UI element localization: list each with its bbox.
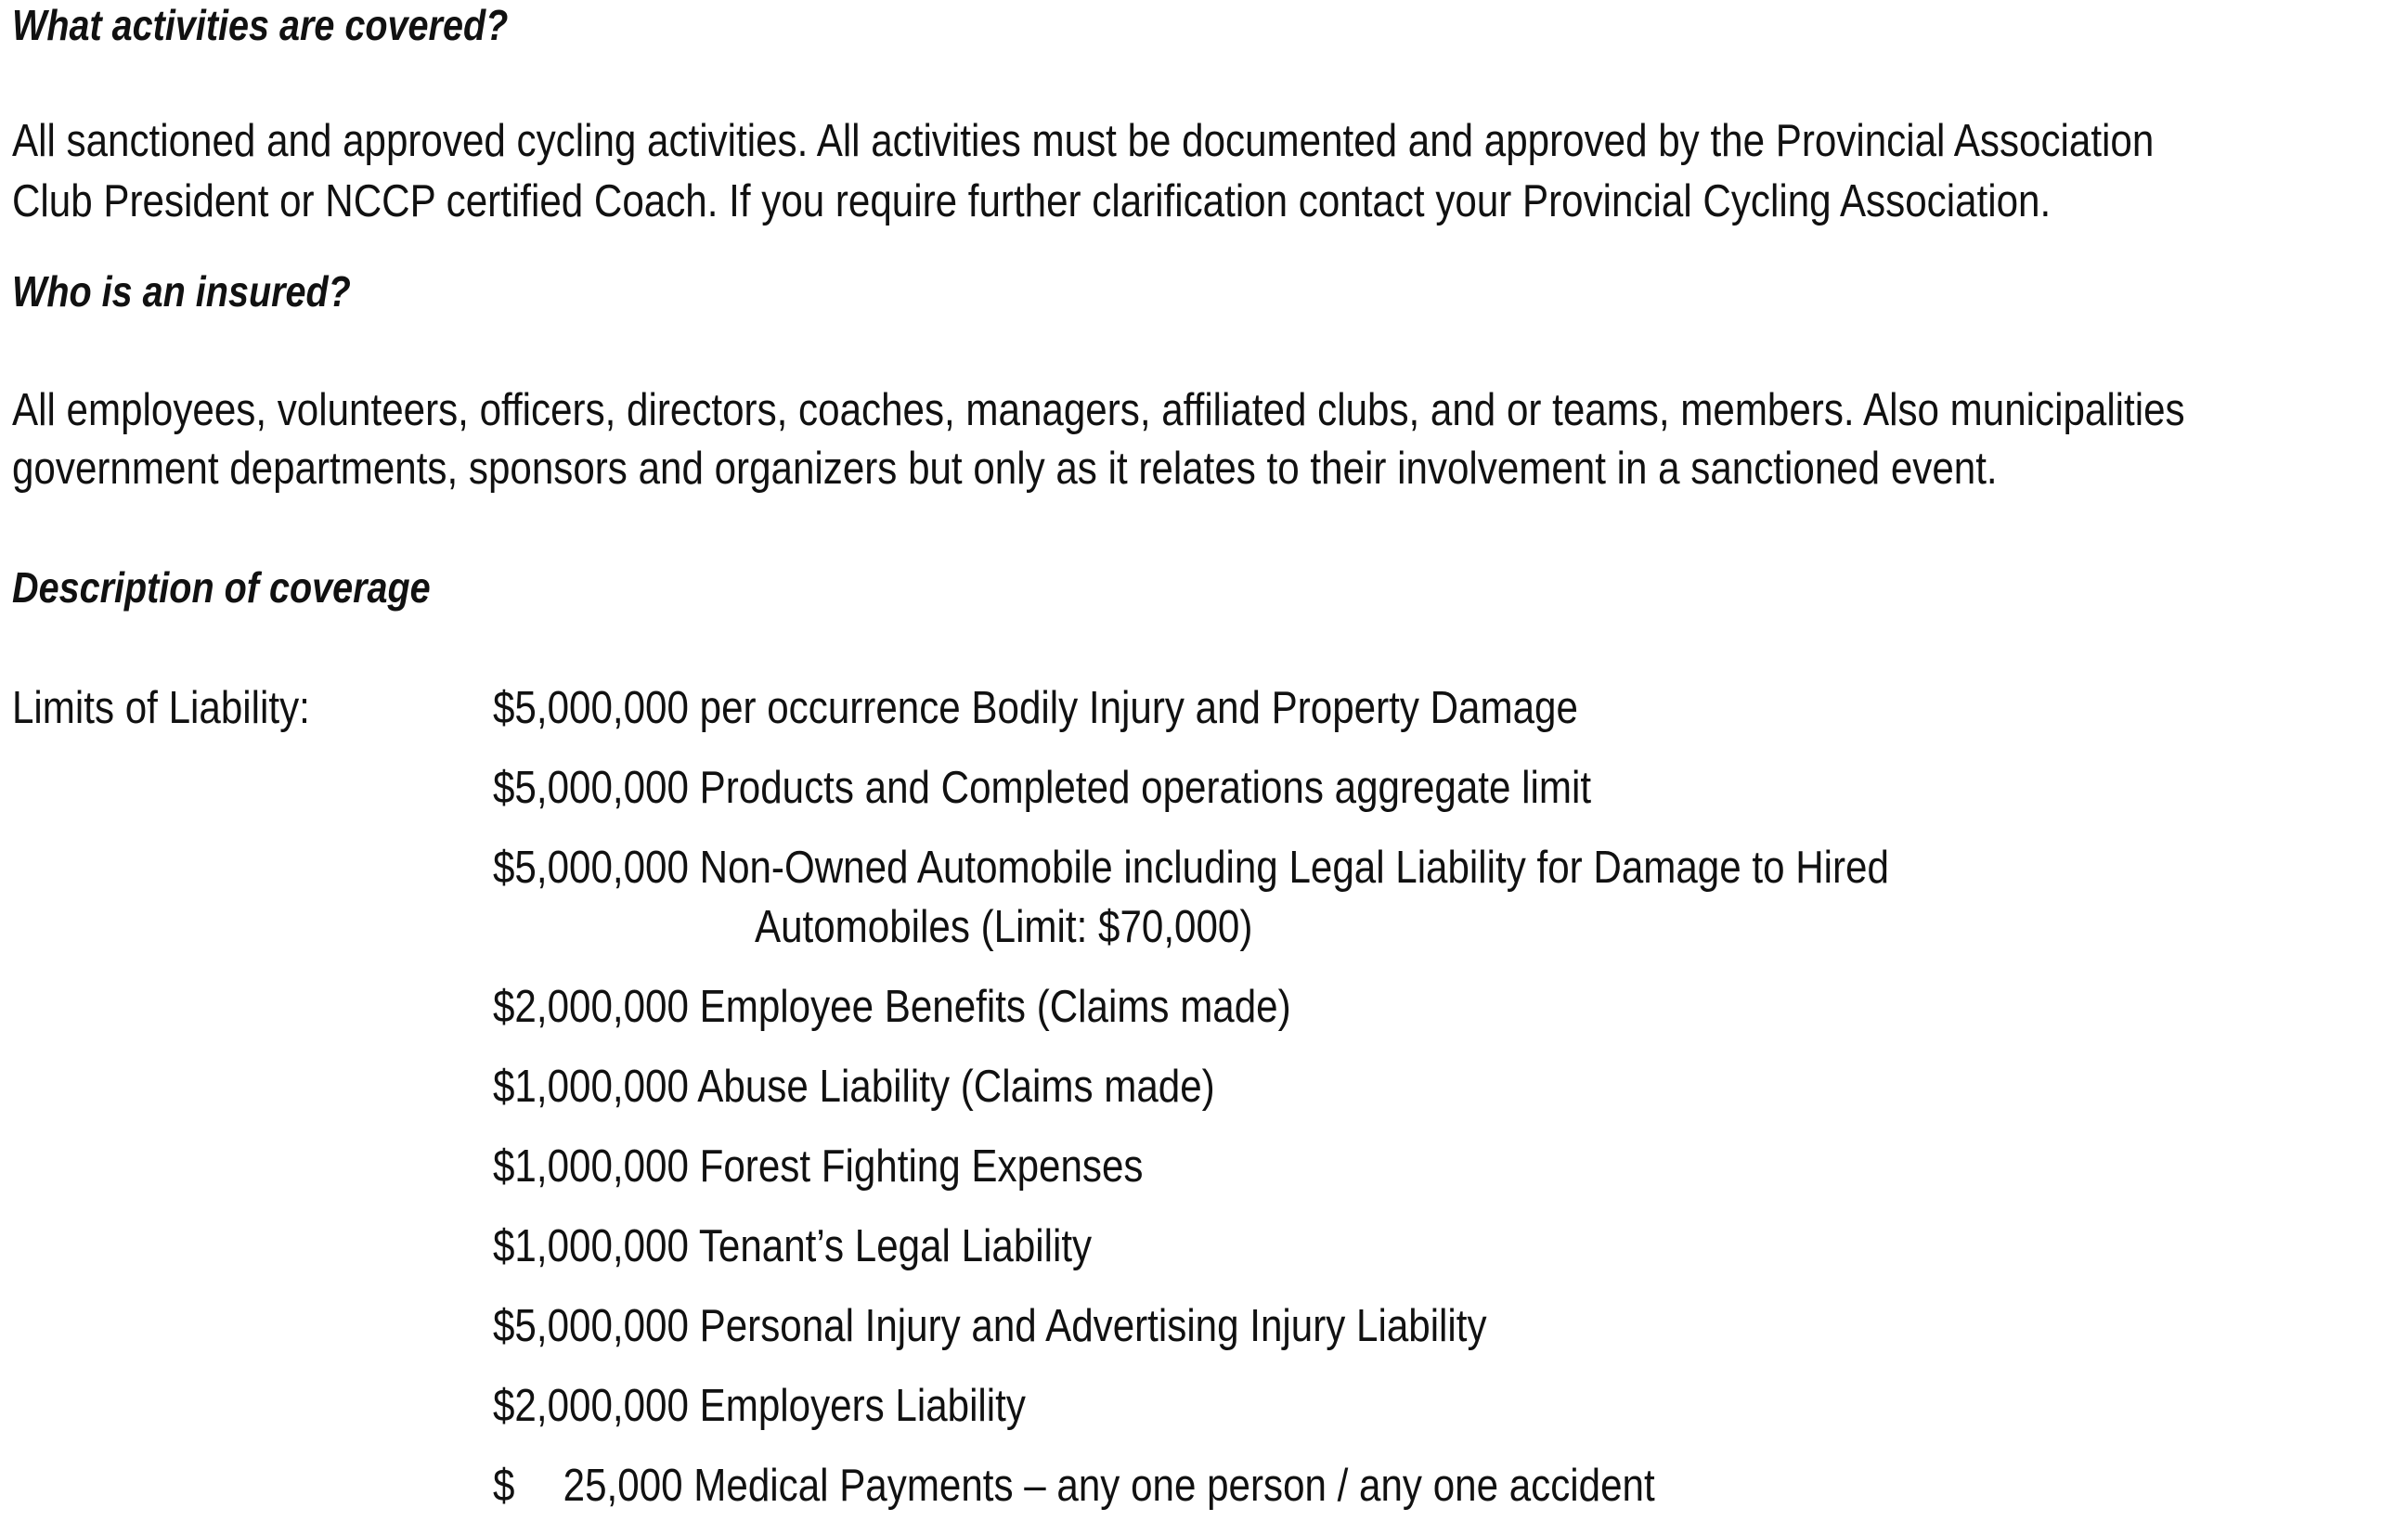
limit-description: Personal Injury and Advertising Injury Liability [699,1301,1487,1351]
activities-text-line-2: Club President or NCCP certified Coach. If you require further clarification contact your Provincial Cycling Association. [12,176,2052,226]
limit-row [493,1060,1215,1114]
limit-description: Non-Owned Automobile including Legal Liability for Damage to Hired [699,843,1889,893]
limit-row [493,1219,1092,1273]
limit-amount: $2,000,000 [493,982,689,1032]
limit-amount-value: 25,000 [563,1461,683,1511]
limit-row [493,980,1291,1034]
limit-amount: $5,000,000 [493,1301,689,1351]
limit-description: Tenant’s Legal Liability [698,1221,1093,1271]
limit-description: Employee Benefits (Claims made) [699,982,1291,1032]
limit-amount: $1,000,000 [493,1062,689,1112]
limit-description: Medical Payments – any one person / any one accident [693,1461,1655,1511]
limit-row [493,841,1889,895]
limit-amount: $5,000,000 [493,683,689,733]
limit-row [493,681,1578,735]
insured-heading: Who is an insured? [12,267,351,316]
limit-description: per occurrence Bodily Injury and Property Damage [699,683,1578,733]
coverage-heading: Description of coverage [12,563,431,612]
limits-of-liability-label: Limits of Liability: [12,683,310,733]
limit-amount: $5,000,000 [493,763,689,813]
limit-amount: $1,000,000 [493,1141,689,1192]
activities-text-line-1: All sanctioned and approved cycling activities. All activities must be documented and approved by the Provincial Association [12,116,2155,166]
limit-row [493,1299,1487,1353]
insured-text-line-1: All employees, volunteers, officers, directors, coaches, managers, affiliated clubs, and or teams, members. Also municipalities [12,385,2185,435]
limit-description: Abuse Liability (Claims made) [697,1062,1215,1112]
limit-row [493,1459,1655,1513]
limit-amount: $5,000,000 [493,843,689,893]
limit-row [493,761,1591,815]
limit-description: Forest Fighting Expenses [699,1141,1144,1192]
limit-description-continuation: Automobiles (Limit: $70,000) [755,902,1253,952]
insured-text-line-2: government departments, sponsors and organizers but only as it relates to their involvement in a sanctioned event. [12,444,1998,494]
limit-row [493,1140,1143,1193]
limit-amount: $1,000,000 [493,1221,689,1271]
limit-description: Products and Completed operations aggregate limit [699,763,1592,813]
limit-amount: $2,000,000 [493,1381,689,1431]
limit-amount-symbol: $ [493,1461,515,1511]
activities-heading: What activities are covered? [12,1,509,49]
limit-row [493,1379,1026,1433]
limit-description: Employers Liability [699,1381,1026,1431]
